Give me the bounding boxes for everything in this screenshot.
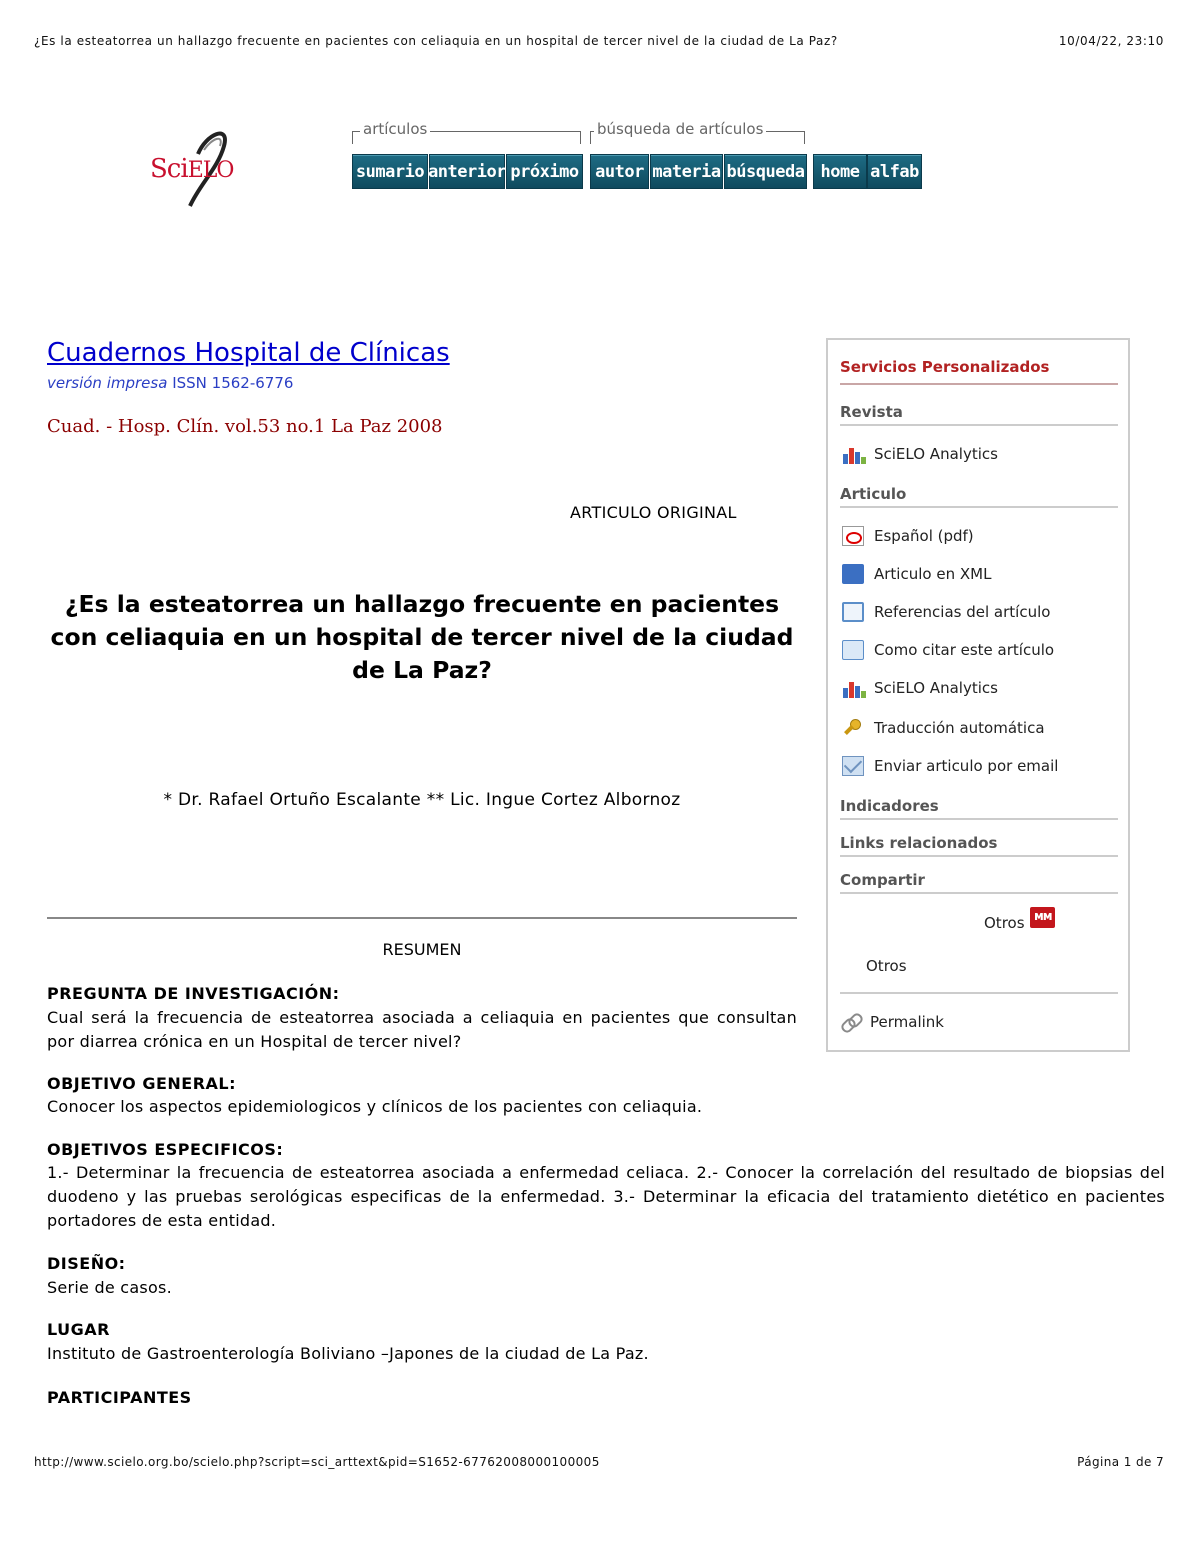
- section-heading-participantes: PARTICIPANTES: [47, 1388, 192, 1407]
- section-heading-objetivos-especificos: OBJETIVOS ESPECIFICOS:: [47, 1140, 284, 1159]
- sidebar-item-espanol-pdf[interactable]: [842, 526, 974, 546]
- document-icon: [842, 640, 864, 660]
- section-heading-pregunta: PREGUNTA DE INVESTIGACIÓN:: [47, 984, 340, 1003]
- sidebar-item-label: Articulo en XML: [874, 565, 992, 583]
- sidebar-item-label: Traducción automática: [874, 719, 1045, 737]
- nav-proximo-button[interactable]: próximo: [506, 154, 583, 189]
- sidebar-item-traduccion[interactable]: [842, 718, 1045, 738]
- sidebar-item-label: SciELO Analytics: [874, 679, 998, 697]
- section-text-lugar: Instituto de Gastroenterología Boliviano –Japones de la ciudad de La Paz.: [47, 1344, 649, 1363]
- article-title: ¿Es la esteatorrea un hallazgo frecuente en pacientes con celiaquia en un hospital de tercer nivel de la ciudad de La Paz?: [50, 590, 794, 684]
- pdf-icon: [842, 526, 864, 546]
- logo-sci-text: Sci: [150, 154, 188, 184]
- sidebar-divider: [840, 992, 1118, 994]
- nav-sumario-button[interactable]: sumario: [352, 154, 428, 189]
- xml-icon: [842, 564, 864, 584]
- print-footer-page: Página 1 de 7: [1077, 1455, 1164, 1469]
- journal-title-link[interactable]: Cuadernos Hospital de Clínicas: [47, 338, 450, 368]
- section-text-pregunta: Cual será la frecuencia de esteatorrea asociada a celiaquia en pacientes que consultan por diarrea crónica en un Hospital de tercer nivel?: [47, 1008, 797, 1051]
- sidebar-item-enviar-email[interactable]: [842, 756, 1058, 776]
- sidebar-item-como-citar[interactable]: [842, 640, 1054, 660]
- sidebar-share-otros[interactable]: [866, 957, 907, 975]
- print-header-title: ¿Es la esteatorrea un hallazgo frecuente en pacientes con celiaquia en un hospital de tercer nivel de la ciudad de La Paz?: [34, 34, 838, 48]
- key-icon: [842, 718, 864, 738]
- email-icon: [842, 756, 864, 776]
- section-text-objetivo-general: Conocer los aspectos epidemiologicos y clínicos de los pacientes con celiaquia.: [47, 1097, 703, 1116]
- section-heading-diseno: DISEÑO:: [47, 1254, 126, 1273]
- sidebar-item-label: Como citar este artículo: [874, 641, 1055, 659]
- sidebar-item-label: SciELO Analytics: [874, 445, 998, 463]
- logo-elo-text: ELO: [187, 158, 234, 183]
- version-label: versión impresa: [47, 374, 168, 392]
- section-heading-objetivo-general: OBJETIVO GENERAL:: [47, 1074, 236, 1093]
- sidebar-item-permalink[interactable]: [840, 1012, 944, 1032]
- sidebar-item-label: Permalink: [870, 1013, 944, 1031]
- bar-chart-icon: [842, 444, 864, 464]
- nav-autor-button[interactable]: autor: [590, 154, 649, 189]
- link-icon: [840, 1012, 862, 1032]
- sidebar-cat-articulo: Articulo: [840, 485, 1118, 508]
- journal-issn-line: [47, 374, 293, 392]
- sidebar-cat-links-relacionados[interactable]: Links relacionados: [840, 834, 1118, 857]
- nav-materia-button[interactable]: materia: [650, 154, 723, 189]
- print-footer-url: http://www.scielo.org.bo/scielo.php?script=sci_arttext&pid=S1652-67762008000100005: [34, 1455, 600, 1469]
- citation: Cuad. - Hosp. Clín. vol.53 no.1 La Paz 2008: [47, 416, 443, 437]
- sidebar-cat-indicadores[interactable]: Indicadores: [840, 797, 1118, 820]
- nav-group-articulos: artículos: [360, 120, 430, 138]
- resumen-heading: RESUMEN: [382, 940, 462, 959]
- sidebar-header: Servicios Personalizados: [840, 358, 1118, 385]
- sidebar-item-label: Otros: [866, 957, 907, 975]
- sidebar-share-otros-mendeley[interactable]: [984, 914, 1025, 932]
- section-text-objetivos-especificos: 1.- Determinar la frecuencia de esteatorrea asociada a enfermedad celiaca. 2.- Conocer la correlación del resultado de biopsias del duodeno y las pruebas serológicas especificas de la enfermedad. 3.- Determinar la eficacia del tratamiento dietético en pacientes portadores de esta entidad.: [47, 1163, 1165, 1230]
- references-icon: [842, 602, 864, 622]
- sidebar-item-articulo-xml[interactable]: [842, 564, 991, 584]
- section-heading-lugar: LUGAR: [47, 1320, 110, 1339]
- sidebar-item-label: Enviar articulo por email: [874, 757, 1059, 775]
- divider: [47, 917, 797, 919]
- sidebar-item-scielo-analytics-revista[interactable]: [842, 444, 998, 464]
- bar-chart-icon: [842, 678, 864, 698]
- scielo-logo[interactable]: [148, 124, 248, 210]
- sidebar-item-label: Referencias del artículo: [874, 603, 1051, 621]
- article-type: ARTICULO ORIGINAL: [570, 503, 737, 522]
- nav-home-button[interactable]: home: [813, 154, 867, 189]
- section-text-diseno: Serie de casos.: [47, 1278, 172, 1297]
- nav-group-busqueda: búsqueda de artículos: [594, 120, 766, 138]
- services-sidebar: [826, 338, 1130, 1052]
- nav-anterior-button[interactable]: anterior: [429, 154, 505, 189]
- nav-busqueda-button[interactable]: búsqueda: [724, 154, 807, 189]
- sidebar-item-label: Español (pdf): [874, 527, 974, 545]
- issn: ISSN 1562-6776: [172, 374, 294, 392]
- sidebar-item-label: Otros: [984, 914, 1025, 932]
- sidebar-item-scielo-analytics-articulo[interactable]: [842, 678, 998, 698]
- mendeley-icon[interactable]: ᴍᴍ: [1030, 907, 1055, 928]
- sidebar-item-referencias[interactable]: [842, 602, 1050, 622]
- print-header-date: 10/04/22, 23:10: [1058, 34, 1164, 48]
- sidebar-cat-compartir: Compartir: [840, 871, 1118, 894]
- article-authors: * Dr. Rafael Ortuño Escalante ** Lic. Ingue Cortez Albornoz: [163, 790, 681, 810]
- nav-alfab-button[interactable]: alfab: [867, 154, 922, 189]
- sidebar-cat-revista: Revista: [840, 403, 1118, 426]
